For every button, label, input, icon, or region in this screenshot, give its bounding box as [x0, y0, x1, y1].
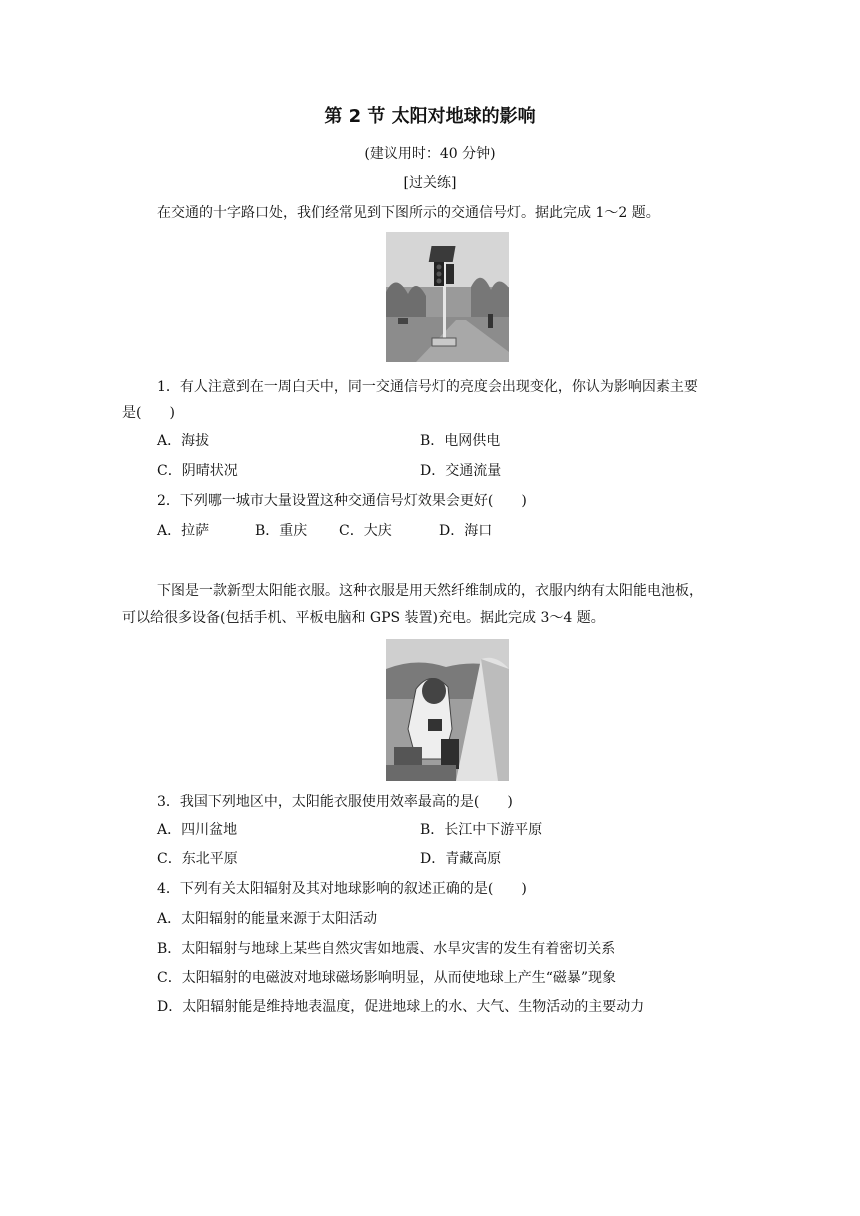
q3-option-d: D．青藏高原: [420, 851, 502, 867]
page-title: 第 2 节 太阳对地球的影响: [324, 106, 536, 127]
suggested-time: (建议用时：40 分钟): [364, 146, 496, 162]
group2-intro-line2: 可以给很多设备(包括手机、平板电脑和 GPS 装置)充电。据此完成 3～4 题。: [122, 610, 605, 626]
q4-option-c: C．太阳辐射的电磁波对地球磁场影响明显，从而使地球上产生“磁暴”现象: [157, 970, 617, 986]
q1-option-b: B．电网供电: [420, 433, 501, 449]
q1-stem-line2: 是( ): [122, 405, 175, 421]
group1-intro: 在交通的十字路口处，我们经常见到下图所示的交通信号灯。据此完成 1～2 题。: [157, 205, 660, 221]
q2-option-b: B．重庆: [255, 523, 308, 539]
q3-option-a: A．四川盆地: [157, 822, 238, 838]
group2-intro-line1: 下图是一款新型太阳能衣服。这种衣服是用天然纤维制成的，衣服内纳有太阳能电池板，: [157, 583, 703, 599]
q2-option-d: D．海口: [439, 523, 493, 539]
q2-option-a: A．拉萨: [157, 523, 210, 539]
q2-option-c: C．大庆: [339, 523, 392, 539]
q4-option-d: D．太阳辐射能是维持地表温度，促进地球上的水、大气、生物活动的主要动力: [157, 999, 645, 1015]
q1-option-d: D．交通流量: [420, 463, 502, 479]
q1-option-c: C．阴晴状况: [157, 463, 238, 479]
solar-clothing-photo: [386, 639, 509, 781]
traffic-light-photo: [386, 232, 509, 362]
q1-option-a: A．海拔: [157, 433, 210, 449]
q4-option-a: A．太阳辐射的能量来源于太阳活动: [157, 911, 378, 927]
q3-stem: 3．我国下列地区中，太阳能衣服使用效率最高的是( ): [157, 794, 513, 810]
q3-option-b: B．长江中下游平原: [420, 822, 543, 838]
q1-stem-line1: 1．有人注意到在一周白天中，同一交通信号灯的亮度会出现变化，你认为影响因素主要: [157, 379, 698, 395]
q4-stem: 4．下列有关太阳辐射及其对地球影响的叙述正确的是( ): [157, 881, 527, 897]
q3-option-c: C．东北平原: [157, 851, 238, 867]
q2-stem: 2．下列哪一城市大量设置这种交通信号灯效果会更好( ): [157, 493, 527, 509]
section-label: [过关练]: [403, 175, 457, 191]
q4-option-b: B．太阳辐射与地球上某些自然灾害如地震、水旱灾害的发生有着密切关系: [157, 941, 616, 957]
